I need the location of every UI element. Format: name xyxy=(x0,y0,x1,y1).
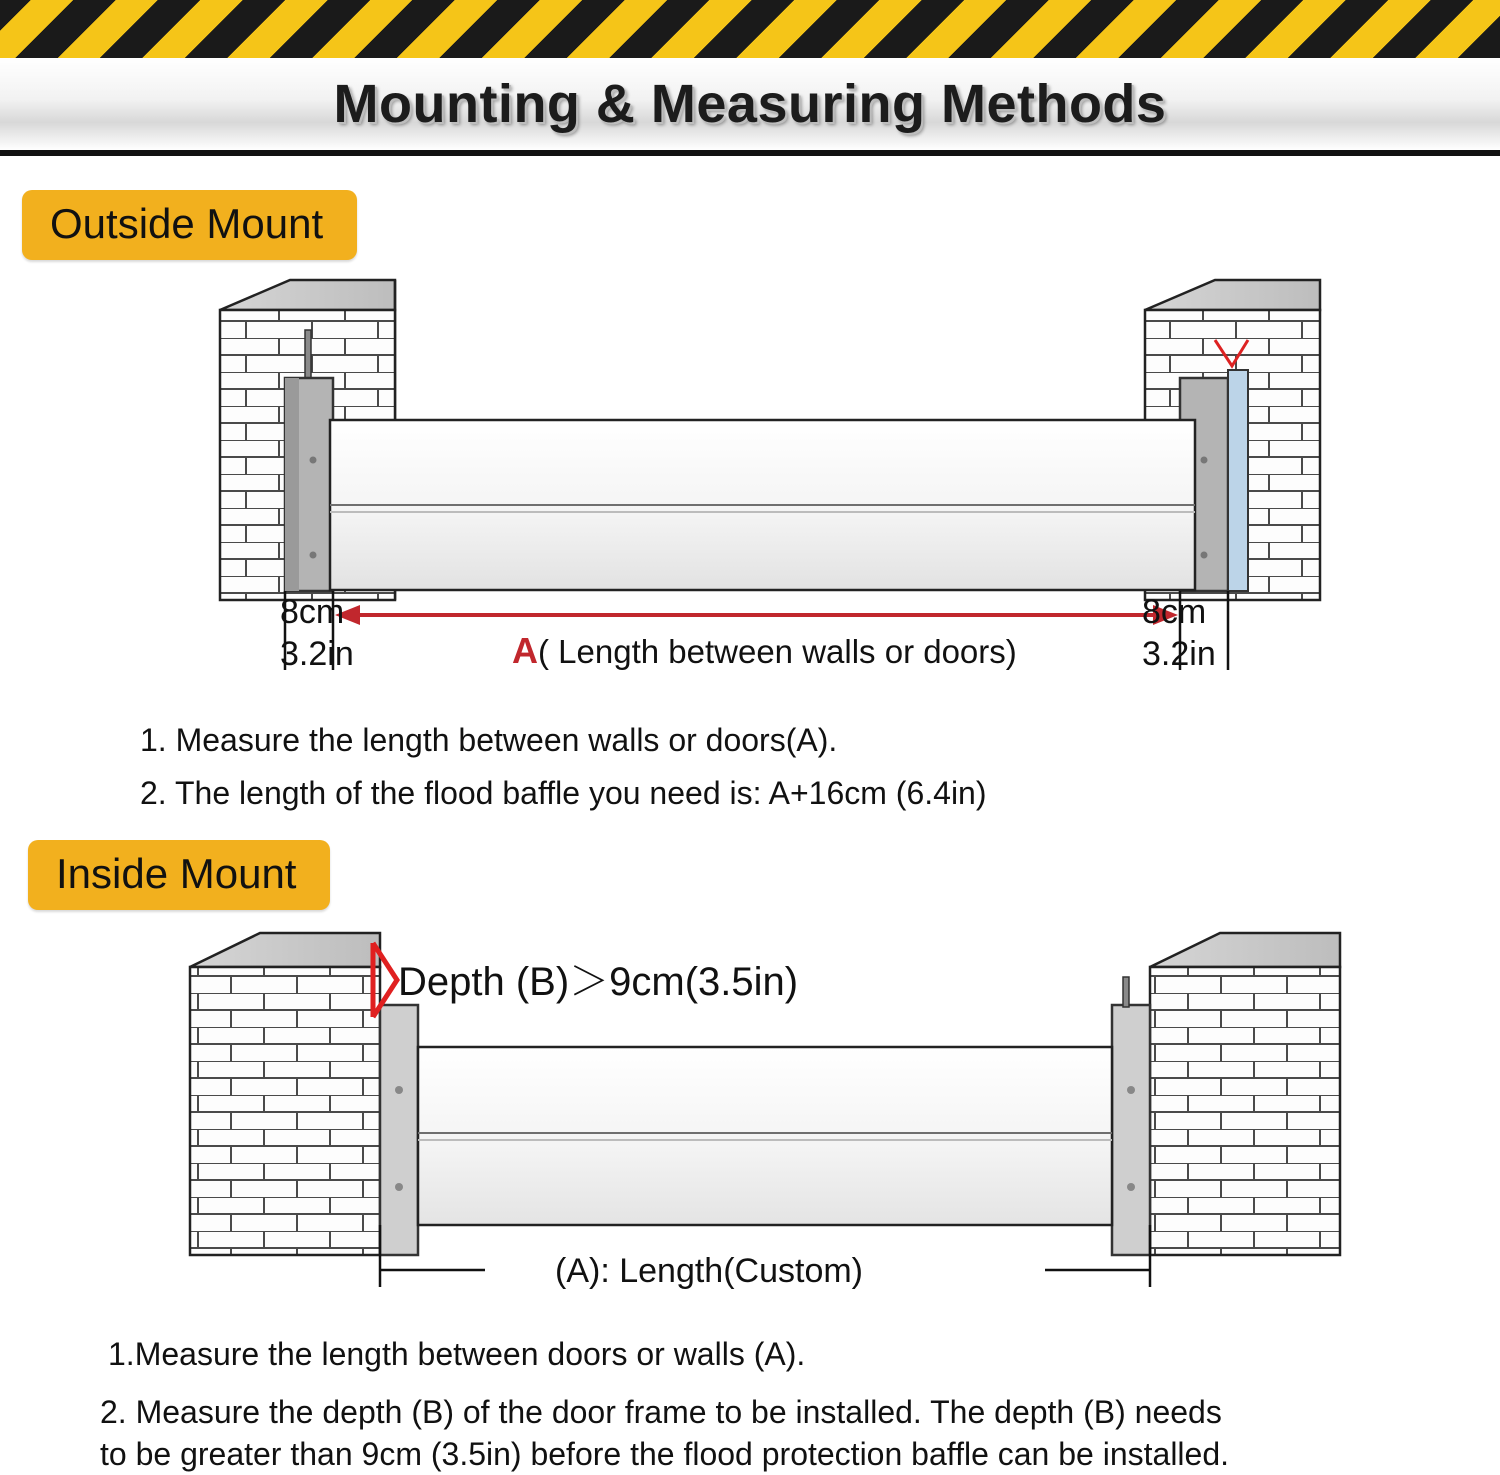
inside-instruction-1: 1.Measure the length between doors or walls (A). xyxy=(108,1336,806,1372)
inside-instruction-2: 2. Measure the depth (B) of the door frame to be installed. The depth (B) needs xyxy=(100,1394,1222,1430)
section-label-outside-mount: Outside Mount xyxy=(22,190,357,260)
span-caption-outside: ( Length between walls or doors) xyxy=(538,633,1017,670)
flood-baffle-panel xyxy=(330,420,1195,590)
inside-instruction-3: to be greater than 9cm (3.5in) before the flood protection baffle can be installed. xyxy=(100,1436,1230,1472)
flood-baffle-panel-inside xyxy=(418,1047,1112,1225)
page-title: Mounting & Measuring Methods xyxy=(333,74,1167,134)
span-marker-a: A xyxy=(512,630,538,671)
left-gap-cm-label: 8cm xyxy=(280,593,345,631)
left-mounting-bracket-inside xyxy=(380,1005,418,1255)
span-arrow-a xyxy=(335,605,1178,625)
outside-instruction-1: 1. Measure the length between walls or doors(A). xyxy=(140,722,838,758)
right-gap-in-label: 3.2in xyxy=(1142,635,1216,673)
depth-note-inside: Depth (B)＞9cm(3.5in) xyxy=(398,960,799,1004)
span-caption-inside: (A): Length(Custom) xyxy=(555,1252,863,1290)
title-band xyxy=(0,58,1500,156)
outside-instruction-2: 2. The length of the flood baffle you need is: A+16cm (6.4in) xyxy=(140,775,987,811)
hazard-stripe-banner xyxy=(0,0,1500,60)
right-gap-cm-label: 8cm xyxy=(1142,593,1207,631)
left-wall-pillar-inside xyxy=(190,933,380,1255)
right-wall-pillar-inside xyxy=(1150,933,1340,1255)
left-gap-in-label: 3.2in xyxy=(280,635,354,673)
section-label-inside-mount: Inside Mount xyxy=(28,840,330,910)
right-mounting-bracket-inside xyxy=(1112,977,1150,1255)
